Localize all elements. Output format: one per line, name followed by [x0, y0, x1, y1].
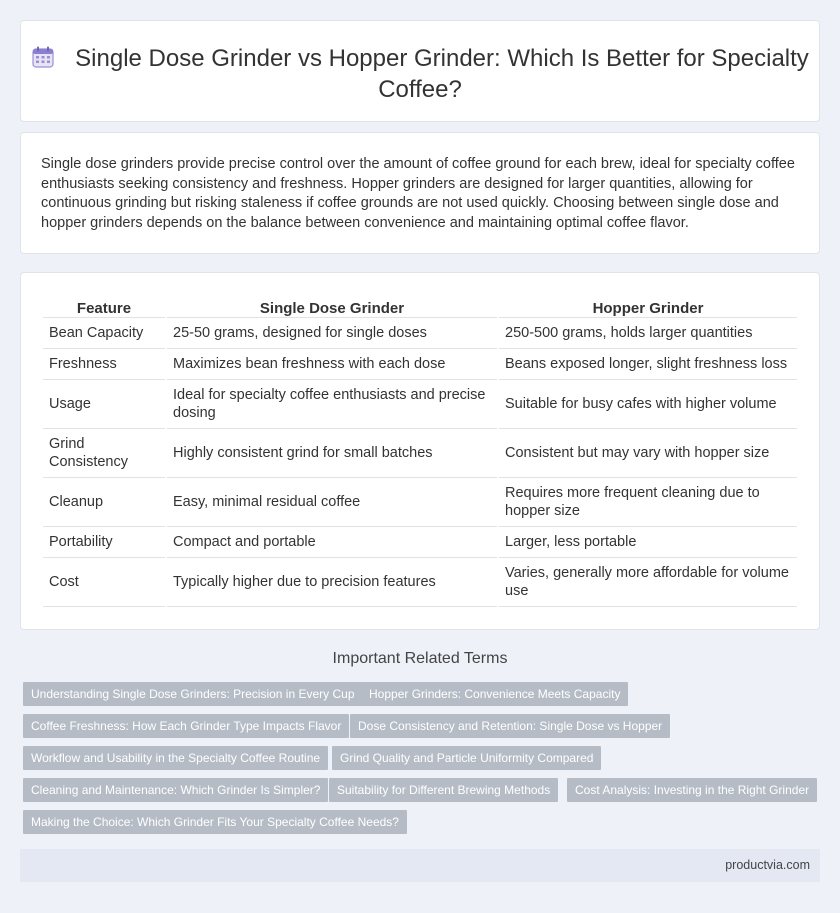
related-term-tag[interactable]: Coffee Freshness: How Each Grinder Type Impacts Flavor	[23, 714, 349, 738]
related-term-tag[interactable]: Hopper Grinders: Convenience Meets Capacity	[361, 682, 628, 706]
table-row	[43, 429, 797, 478]
header-single-dose: Single Dose Grinder	[167, 295, 497, 318]
table-row	[43, 558, 797, 607]
cell-single-dose: Maximizes bean freshness with each dose	[167, 349, 497, 380]
table-row	[43, 527, 797, 558]
cell-hopper: Beans exposed longer, slight freshness loss	[499, 349, 797, 380]
cell-hopper: Suitable for busy cafes with higher volume	[499, 380, 797, 429]
related-term-tag[interactable]: Making the Choice: Which Grinder Fits Your Specialty Coffee Needs?	[23, 810, 407, 834]
table-row	[43, 380, 797, 429]
related-term-tag[interactable]: Understanding Single Dose Grinders: Precision in Every Cup	[23, 682, 363, 706]
title-card	[20, 20, 820, 122]
related-terms-heading: Important Related Terms	[332, 650, 508, 667]
cell-hopper: Requires more frequent cleaning due to hopper size	[499, 478, 797, 527]
table-row	[43, 478, 797, 527]
related-term-tag[interactable]: Grind Quality and Particle Uniformity Compared	[332, 746, 601, 770]
cell-feature: Portability	[43, 527, 165, 558]
header-hopper: Hopper Grinder	[499, 295, 797, 318]
footer	[20, 849, 820, 882]
cell-single-dose: Ideal for specialty coffee enthusiasts and precise dosing	[167, 380, 497, 429]
cell-feature: Grind Consistency	[43, 429, 165, 478]
related-term-tag[interactable]: Dose Consistency and Retention: Single Dose vs Hopper	[350, 714, 670, 738]
cell-hopper: 250-500 grams, holds larger quantities	[499, 318, 797, 349]
calendar-icon	[31, 45, 55, 69]
cell-single-dose: Typically higher due to precision features	[167, 558, 497, 607]
cell-feature: Bean Capacity	[43, 318, 165, 349]
comparison-table	[41, 295, 799, 607]
related-term-tag[interactable]: Cost Analysis: Investing in the Right Grinder	[567, 778, 817, 802]
footer-site-link[interactable]: productvia.com	[725, 858, 810, 872]
cell-feature: Usage	[43, 380, 165, 429]
cell-hopper: Larger, less portable	[499, 527, 797, 558]
cell-feature: Cleanup	[43, 478, 165, 527]
page-title: Single Dose Grinder vs Hopper Grinder: Which Is Better for Specialty Coffee?	[75, 45, 809, 103]
related-term-tag[interactable]: Suitability for Different Brewing Methods	[329, 778, 558, 802]
cell-single-dose: Compact and portable	[167, 527, 497, 558]
table-header-row	[43, 295, 797, 318]
table-row	[43, 318, 797, 349]
cell-feature: Cost	[43, 558, 165, 607]
cell-hopper: Varies, generally more affordable for volume use	[499, 558, 797, 607]
cell-single-dose: 25-50 grams, designed for single doses	[167, 318, 497, 349]
intro-card	[20, 132, 820, 254]
comparison-card	[20, 272, 820, 630]
cell-hopper: Consistent but may vary with hopper size	[499, 429, 797, 478]
table-row	[43, 349, 797, 380]
intro-paragraph: Single dose grinders provide precise control over the amount of coffee ground for each brew, ideal for specialty coffee enthusiasts seeking consistency and freshness. Hopper grinders are designed for larger quantities, allowing for continuous grinding but risking staleness if coffee grounds are not used quickly. Choosing between single dose and hopper grinders depends on the balance between convenience and maintaining optimal coffee flavor.	[41, 156, 795, 231]
related-term-tag[interactable]: Cleaning and Maintenance: Which Grinder Is Simpler?	[23, 778, 328, 802]
cell-single-dose: Easy, minimal residual coffee	[167, 478, 497, 527]
page-title-wrap	[21, 43, 819, 105]
header-feature: Feature	[43, 295, 165, 318]
cell-feature: Freshness	[43, 349, 165, 380]
cell-single-dose: Highly consistent grind for small batches	[167, 429, 497, 478]
related-term-tag[interactable]: Workflow and Usability in the Specialty Coffee Routine	[23, 746, 328, 770]
